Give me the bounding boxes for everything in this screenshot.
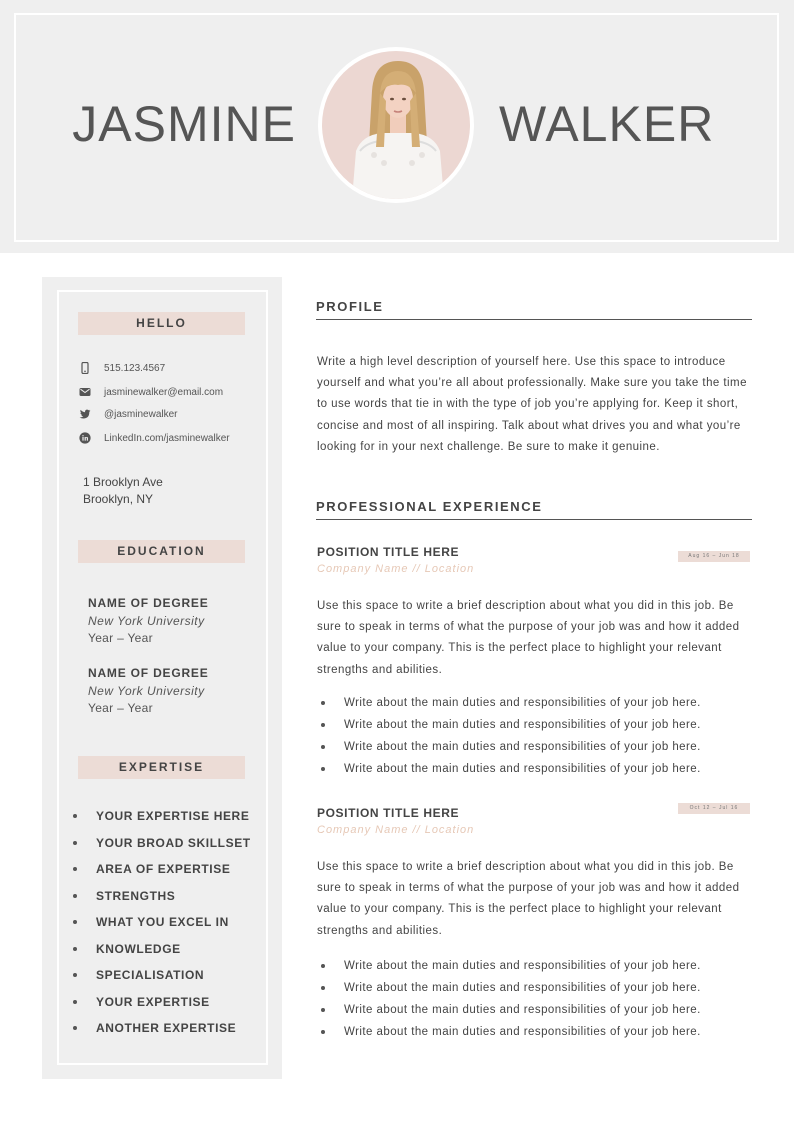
bullet-icon (321, 723, 325, 727)
linkedin-link[interactable]: LinkedIn.com/jasminewalker (104, 432, 230, 444)
school-name: New York University (88, 614, 205, 628)
expertise-item (70, 989, 251, 1016)
degree-name: NAME OF DEGREE (88, 666, 209, 680)
bullet-icon (321, 745, 325, 749)
job-company: Company Name // Location (317, 563, 475, 575)
job-description: Use this space to write a brief description about what you did in this job. Be sure to speak in terms of what the purpose of your job was and how it added value to your company. This is the perfect place to highlight your relevant strengths and abilities. (317, 861, 740, 937)
email-icon (78, 385, 92, 399)
contact-phone (78, 360, 165, 376)
contact-email[interactable] (78, 384, 223, 400)
linkedin-icon (78, 431, 92, 445)
duty-item (321, 1021, 701, 1043)
job-duties-list (321, 955, 701, 1043)
job-company: Company Name // Location (317, 824, 475, 836)
expertise-label: WHAT YOU EXCEL IN (96, 915, 229, 930)
address-line-2: Brooklyn, NY (83, 492, 154, 506)
bullet-icon (73, 814, 77, 818)
job-title: POSITION TITLE HERE (317, 806, 460, 820)
job-description: Use this space to write a brief description about what you did in this job. Be sure to speak in terms of what the purpose of your job was and how it added value to your company. This is the perfect place to highlight your relevant strengths and abilities. (317, 600, 740, 676)
email-link[interactable]: jasminewalker@email.com (104, 386, 224, 398)
experience-heading: PROFESSIONAL EXPERIENCE (316, 499, 752, 520)
duty-item (321, 736, 701, 758)
expertise-label: SPECIALISATION (96, 968, 205, 983)
duty-item (321, 999, 701, 1021)
bullet-icon (73, 867, 77, 871)
bullet-icon (73, 1026, 77, 1030)
address-line-1: 1 Brooklyn Ave (83, 475, 163, 489)
contact-twitter[interactable] (78, 406, 178, 422)
phone-number: 515.123.4567 (104, 362, 166, 374)
twitter-handle[interactable]: @jasminewalker (104, 408, 178, 420)
expertise-item (70, 1015, 251, 1042)
address (83, 474, 163, 508)
bullet-icon (321, 1008, 325, 1012)
profile-text: Write a high level description of yourself here. Use this space to introduce yourself and what you’re all about professionally. Make sure you take the time to use words that tie in with the type of job you’re applying for. Keep it short, concise and most of all inspiring. Talk about what drives you and what you’re looking for in your next challenge. Be sure to make it genuine. (317, 356, 747, 453)
expertise-label: KNOWLEDGE (96, 941, 181, 956)
education-years: Year – Year (88, 631, 153, 645)
expertise-label: STRENGTHS (96, 888, 176, 903)
bullet-icon (321, 767, 325, 771)
expertise-item (70, 962, 251, 989)
duty-item (321, 955, 701, 977)
job-dates: Oct 12 – Jul 16 (678, 803, 750, 814)
bullet-icon (73, 920, 77, 924)
expertise-item (70, 856, 251, 883)
duty-text: Write about the main duties and responsibilities of your job here. (344, 741, 701, 753)
bullet-icon (73, 973, 77, 977)
profile-heading: PROFILE (316, 299, 752, 320)
expertise-label: ANOTHER EXPERTISE (96, 1021, 237, 1036)
expertise-label: YOUR EXPERTISE (96, 994, 210, 1009)
bullet-icon (73, 841, 77, 845)
expertise-item (70, 830, 251, 857)
expertise-item (70, 936, 251, 963)
school-name: New York University (88, 684, 205, 698)
duty-item (321, 758, 701, 780)
duty-text: Write about the main duties and responsibilities of your job here. (344, 960, 701, 972)
duty-text: Write about the main duties and responsibilities of your job here. (344, 763, 701, 775)
duty-text: Write about the main duties and responsibilities of your job here. (344, 697, 701, 709)
phone-icon (78, 361, 92, 375)
education-heading: EDUCATION (78, 540, 245, 563)
twitter-icon (78, 407, 92, 421)
duty-text: Write about the main duties and responsibilities of your job here. (344, 719, 701, 731)
bullet-icon (321, 701, 325, 705)
expertise-label: AREA OF EXPERTISE (96, 862, 231, 877)
duty-item (321, 692, 701, 714)
education-years: Year – Year (88, 701, 153, 715)
bullet-icon (73, 894, 77, 898)
job-dates: Aug 16 – Jun 18 (678, 551, 750, 562)
expertise-list (70, 803, 251, 1042)
degree-name: NAME OF DEGREE (88, 596, 209, 610)
duty-text: Write about the main duties and responsibilities of your job here. (344, 982, 701, 994)
bullet-icon (73, 947, 77, 951)
bullet-icon (321, 1030, 325, 1034)
profile-photo (318, 47, 474, 203)
bullet-icon (73, 1000, 77, 1004)
job-duties-list (321, 692, 701, 780)
expertise-item (70, 909, 251, 936)
education-entry (88, 594, 209, 647)
education-entry (88, 664, 209, 717)
expertise-label: YOUR EXPERTISE HERE (96, 809, 250, 824)
expertise-item (70, 883, 251, 910)
portrait-image (322, 51, 470, 199)
duty-item (321, 977, 701, 999)
duty-text: Write about the main duties and responsibilities of your job here. (344, 1004, 701, 1016)
last-name: WALKER (499, 96, 715, 152)
expertise-heading: EXPERTISE (78, 756, 245, 779)
first-name: JASMINE (72, 96, 296, 152)
bullet-icon (321, 986, 325, 990)
hello-heading: HELLO (78, 312, 245, 335)
bullet-icon (321, 964, 325, 968)
expertise-item (70, 803, 251, 830)
duty-item (321, 714, 701, 736)
job-title: POSITION TITLE HERE (317, 545, 460, 559)
duty-text: Write about the main duties and responsibilities of your job here. (344, 1026, 701, 1038)
expertise-label: YOUR BROAD SKILLSET (96, 835, 251, 850)
contact-linkedin[interactable] (78, 430, 230, 446)
